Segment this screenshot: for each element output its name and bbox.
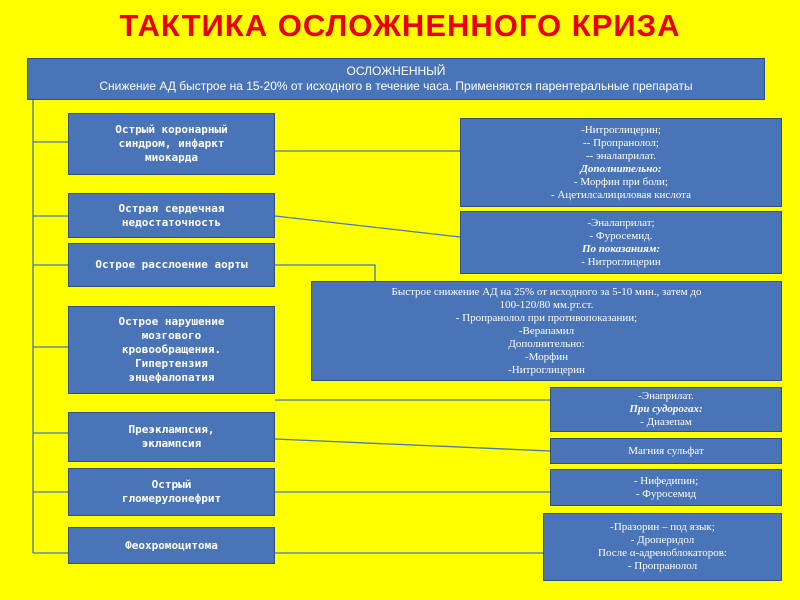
treatment-subheading: При судорогах:: [629, 403, 703, 415]
treatment-box-pheo: [543, 513, 782, 581]
treatment-line: Магния сульфат: [628, 444, 704, 457]
treatment-line: -Нитроглицерин: [508, 363, 585, 376]
treatment-box-brain: [550, 387, 782, 432]
condition-line: Острый: [151, 478, 192, 491]
treatment-line: - Дроперидол: [630, 534, 695, 546]
treatment-line: -- эналаприлат.: [586, 149, 656, 162]
condition-box-pheo: [68, 527, 275, 564]
treatment-line: - Пропранолол: [627, 560, 698, 572]
condition-line: Острая сердечная: [118, 201, 225, 215]
treatment-line: - Диазепам: [640, 416, 692, 428]
treatment-box-glomerulonephritis: [550, 469, 782, 506]
condition-box-heart-failure: [68, 193, 275, 238]
treatment-line: Дополнительно:: [508, 337, 585, 350]
condition-line: миокарда: [145, 151, 198, 164]
condition-line: синдром, инфаркт: [118, 137, 225, 150]
treatment-line: - Фуросемид: [635, 487, 697, 500]
treatment-subheading: По показаниям:: [581, 242, 661, 255]
condition-box-eclampsia: [68, 412, 275, 462]
treatment-box-eclampsia: [550, 438, 782, 464]
condition-line: мозгового: [141, 329, 202, 342]
condition-line: Острый коронарный: [115, 123, 228, 136]
condition-line: Острое расслоение аорты: [95, 258, 248, 271]
condition-line: Преэклампсия,: [128, 423, 215, 436]
treatment-line: После α-адреноблокаторов:: [598, 547, 727, 559]
treatment-line: -Нитроглицерин;: [581, 123, 661, 136]
treatment-line: - Ацетилсалициловая кислота: [551, 188, 691, 201]
condition-line: эклампсия: [141, 437, 202, 450]
treatment-line: Быстрое снижение АД на 25% от исходного за 5-10 мин., затем до: [391, 285, 702, 298]
treatment-line: - Морфин при боли;: [574, 175, 668, 188]
condition-line: недостаточность: [121, 215, 222, 229]
treatment-line: 100-120/80 мм.рт.ст.: [499, 298, 594, 311]
treatment-line: - Фуросемид.: [589, 229, 653, 242]
treatment-line: -- Пропранолол;: [583, 136, 659, 149]
header-title: ОСЛОЖНЕННЫЙ: [346, 64, 446, 78]
treatment-line: -Верапамил: [518, 324, 575, 337]
condition-box-brain: [68, 306, 275, 394]
treatment-line: -Эналаприлат;: [587, 216, 655, 229]
condition-line: Гипертензия: [135, 357, 208, 370]
condition-line: Острое нарушение: [118, 315, 225, 328]
treatment-line: - Нитроглицерин: [581, 255, 661, 268]
arrow-heart-failure: [275, 216, 460, 237]
arrow-aorta: [275, 265, 375, 281]
condition-line: кровообращения.: [121, 343, 222, 356]
condition-line: Феохромоцитома: [125, 538, 218, 552]
treatment-box-coronary: [460, 118, 782, 207]
treatment-box-heart-failure: [460, 211, 782, 274]
condition-line: гломерулонефрит: [121, 492, 222, 505]
arrow-eclampsia: [275, 439, 550, 451]
treatment-line: - Пропранолол при противопоказании;: [455, 311, 638, 324]
condition-line: энцефалопатия: [128, 371, 215, 384]
condition-box-glomerulonephritis: [68, 468, 275, 516]
treatment-line: -Празорин – под язык;: [610, 521, 715, 533]
condition-box-coronary: [68, 113, 275, 175]
treatment-subheading: Дополнительно:: [580, 162, 662, 175]
header-description: Снижение АД быстрое на 15-20% от исходного в течение часа. Применяются парентеральные препараты: [99, 79, 693, 93]
header-box: [27, 58, 765, 100]
page-title: ТАКТИКА ОСЛОЖНЕННОГО КРИЗА: [119, 8, 681, 43]
treatment-line: -Морфин: [524, 350, 569, 363]
condition-box-aorta: [68, 243, 275, 287]
treatment-box-aorta: [311, 281, 782, 381]
treatment-line: -Энаприлат.: [638, 390, 694, 402]
treatment-line: - Нифедипин;: [633, 474, 699, 487]
